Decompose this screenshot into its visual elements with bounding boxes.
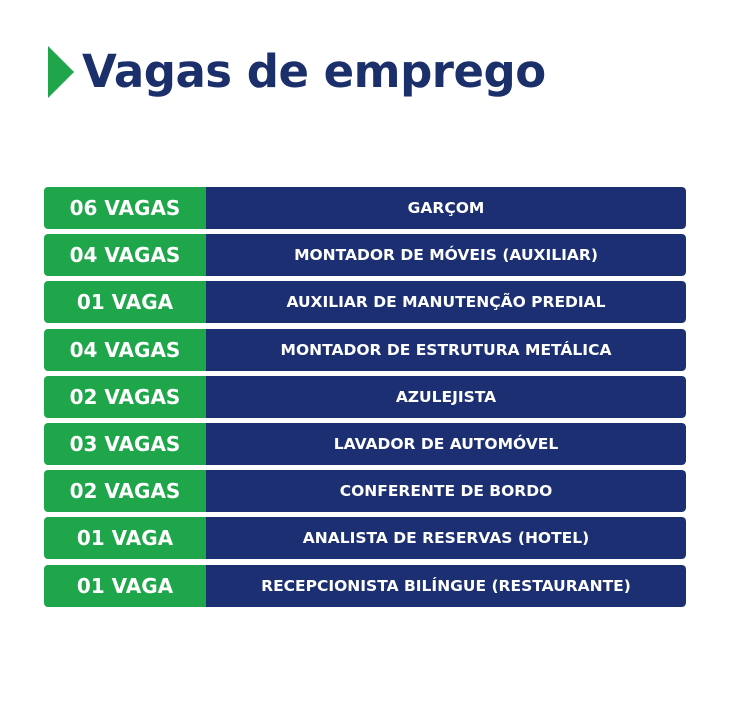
- job-title: GARÇOM: [206, 187, 686, 229]
- job-list: [44, 187, 686, 612]
- vacancy-count: 01 VAGA: [44, 565, 206, 607]
- job-row: [44, 565, 686, 607]
- job-row: [44, 423, 686, 465]
- job-title: AZULEJISTA: [206, 376, 686, 418]
- job-row: [44, 517, 686, 559]
- vacancy-count: 01 VAGA: [44, 281, 206, 323]
- job-row: [44, 234, 686, 276]
- job-row: [44, 281, 686, 323]
- vacancy-count: 04 VAGAS: [44, 234, 206, 276]
- page-title: Vagas de emprego: [82, 45, 546, 98]
- job-title: LAVADOR DE AUTOMÓVEL: [206, 423, 686, 465]
- job-title: ANALISTA DE RESERVAS (HOTEL): [206, 517, 686, 559]
- vacancy-count: 04 VAGAS: [44, 329, 206, 371]
- job-row: [44, 187, 686, 229]
- vacancy-count: 02 VAGAS: [44, 376, 206, 418]
- header: [48, 44, 546, 100]
- job-title: CONFERENTE DE BORDO: [206, 470, 686, 512]
- job-title: RECEPCIONISTA BILÍNGUE (RESTAURANTE): [206, 565, 686, 607]
- vacancy-count: 03 VAGAS: [44, 423, 206, 465]
- job-title: MONTADOR DE MÓVEIS (AUXILIAR): [206, 234, 686, 276]
- job-title: AUXILIAR DE MANUTENÇÃO PREDIAL: [206, 281, 686, 323]
- job-row: [44, 329, 686, 371]
- job-row: [44, 376, 686, 418]
- vacancy-count: 06 VAGAS: [44, 187, 206, 229]
- play-arrow-icon: [48, 46, 74, 98]
- job-title: MONTADOR DE ESTRUTURA METÁLICA: [206, 329, 686, 371]
- job-row: [44, 470, 686, 512]
- vacancy-count: 01 VAGA: [44, 517, 206, 559]
- vacancy-count: 02 VAGAS: [44, 470, 206, 512]
